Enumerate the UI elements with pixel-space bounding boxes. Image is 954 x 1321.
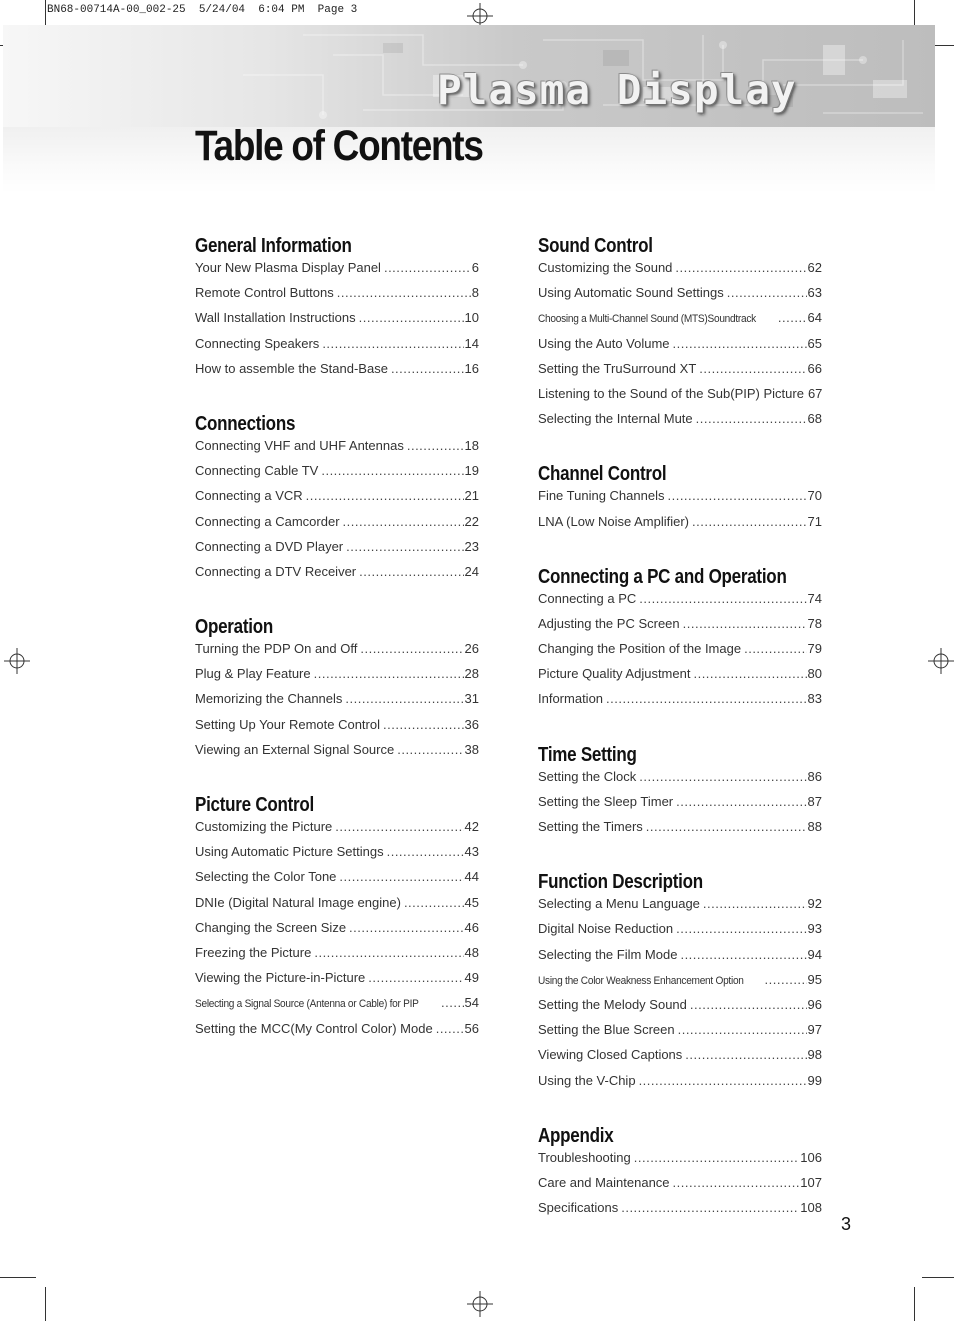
toc-entry-page: 64 — [807, 310, 822, 326]
dot-leader — [407, 438, 464, 453]
toc-entry-page: 62 — [807, 260, 822, 275]
toc-entry-title: Customizing the Picture — [195, 819, 333, 834]
toc-entry-title: Fine Tuning Channels — [538, 488, 665, 504]
dot-leader — [639, 591, 806, 606]
dot-leader — [314, 666, 464, 681]
toc-entry[interactable] — [195, 539, 479, 564]
dot-leader — [335, 819, 463, 834]
toc-entry-title: Setting the Timers — [538, 819, 643, 834]
dot-leader — [703, 896, 807, 911]
toc-entry-title: Setting the Blue Screen — [538, 1022, 675, 1038]
toc-entry-page: 46 — [464, 919, 479, 935]
toc-entry[interactable] — [538, 1150, 822, 1175]
section-heading: Connections — [195, 412, 296, 435]
toc-entry[interactable] — [538, 769, 822, 794]
toc-entry-title: Changing the Position of the Image — [538, 641, 742, 657]
toc-entry-page: 65 — [807, 335, 822, 351]
dot-leader — [322, 336, 463, 351]
toc-entry-title: Plug & Play Feature — [195, 666, 311, 682]
dot-leader — [383, 717, 464, 732]
toc-entry-page: 45 — [464, 894, 479, 910]
toc-entry-title: Using the Auto Volume — [538, 335, 670, 351]
toc-entry-page: 43 — [464, 844, 479, 860]
section-heading: Connecting a PC and Operation — [538, 565, 787, 588]
toc-entry[interactable] — [538, 691, 822, 716]
section-heading: Appendix — [538, 1124, 614, 1147]
toc-entry-page: 49 — [464, 970, 479, 986]
toc-entry-title: Setting the MCC(My Control Color) Mode — [195, 1020, 433, 1036]
page-number: 3 — [841, 1214, 852, 1234]
dot-leader — [360, 641, 463, 656]
toc-entry[interactable] — [538, 1200, 822, 1225]
toc-entry-title: Adjusting the PC Screen — [538, 615, 680, 631]
toc-entry-page: 79 — [807, 641, 822, 657]
section-heading: Time Setting — [538, 743, 637, 766]
toc-entry[interactable] — [538, 819, 822, 844]
toc-entry[interactable] — [195, 361, 479, 386]
toc-section — [195, 412, 479, 589]
dot-leader — [436, 1021, 464, 1036]
crop-mark — [922, 1277, 954, 1278]
toc-entry-title: Changing the Screen Size — [195, 919, 347, 935]
toc-left-column — [195, 234, 479, 1072]
toc-entry-page: 10 — [464, 310, 479, 326]
toc-entry-title: Connecting a PC — [538, 590, 637, 606]
dot-leader — [346, 539, 463, 554]
toc-entry-page: 80 — [807, 666, 822, 682]
toc-entry-page: 86 — [807, 768, 822, 784]
toc-entry-page: 98 — [807, 1047, 822, 1063]
toc-entry-title: Care and Maintenance — [538, 1174, 670, 1190]
dot-leader — [391, 361, 464, 376]
toc-entry[interactable] — [195, 742, 479, 767]
toc-entry-title: Connecting VHF and UHF Antennas — [195, 437, 404, 453]
dot-leader — [673, 336, 807, 351]
toc-entry-page: 26 — [464, 641, 479, 657]
toc-entry[interactable] — [195, 717, 479, 742]
toc-entry-page: 18 — [464, 437, 479, 453]
toc-entry[interactable] — [538, 641, 822, 666]
dot-leader — [387, 844, 464, 859]
toc-entry-title: Using Automatic Sound Settings — [538, 285, 724, 301]
toc-entry-page: 68 — [807, 411, 822, 427]
toc-entry[interactable] — [195, 844, 479, 869]
toc-entry[interactable] — [195, 1021, 479, 1046]
print-slug: BN68-00714A-00_002-25 5/24/04 6:04 PM Page 3 — [47, 4, 358, 16]
toc-section — [538, 870, 822, 1098]
dot-leader — [359, 310, 464, 325]
toc-section — [195, 615, 479, 767]
toc-entry[interactable] — [195, 819, 479, 844]
toc-entry-page: 107 — [800, 1174, 822, 1190]
toc-entry-title: Selecting a Signal Source (Antenna or Cable) for PIP — [195, 998, 419, 1011]
toc-entry[interactable] — [195, 641, 479, 666]
toc-entry[interactable] — [538, 921, 822, 946]
dot-leader — [339, 869, 463, 884]
dot-leader — [765, 972, 807, 987]
toc-entry-title: Selecting the Film Mode — [538, 946, 678, 962]
toc-entry-page: 88 — [807, 819, 822, 834]
toc-entry-title: Connecting a VCR — [195, 488, 303, 504]
toc-entry[interactable] — [538, 1175, 822, 1200]
toc-entry-title: Selecting a Menu Language — [538, 896, 700, 912]
toc-entry[interactable] — [538, 285, 822, 310]
section-heading: General Information — [195, 235, 352, 257]
toc-entry[interactable] — [538, 972, 822, 997]
toc-entry-page: 22 — [464, 513, 479, 529]
page-title: Table of Contents — [195, 122, 483, 170]
toc-entry-title: Selecting the Internal Mute — [538, 411, 693, 427]
crop-mark — [914, 1287, 915, 1321]
toc-entry-page: 23 — [464, 538, 479, 554]
toc-entry-page: 94 — [807, 946, 822, 962]
dot-leader — [699, 361, 806, 376]
toc-entry-page: 8 — [471, 285, 479, 301]
toc-entry-page: 95 — [807, 971, 822, 987]
dot-leader — [683, 616, 807, 631]
dot-leader — [306, 488, 464, 503]
toc-entry-title: Information — [538, 691, 604, 707]
toc-entry-title: Setting Up Your Remote Control — [195, 716, 380, 732]
toc-entry[interactable] — [538, 591, 822, 616]
brand-logo: Plasma Display — [437, 66, 797, 114]
toc-entry-title: Troubleshooting — [538, 1149, 631, 1165]
toc-entry-page: 42 — [464, 819, 479, 834]
toc-entry-title: LNA (Low Noise Amplifier) — [538, 513, 689, 529]
dot-leader — [337, 285, 471, 300]
toc-entry[interactable] — [538, 1073, 822, 1098]
dot-leader — [404, 895, 464, 910]
dot-leader — [349, 920, 463, 935]
toc-entry-title: Listening to the Sound of the Sub(PIP) Picture — [538, 385, 804, 401]
toc-entry-title: Setting the Sleep Timer — [538, 793, 674, 809]
dot-leader — [675, 260, 806, 275]
registration-mark-icon — [928, 648, 954, 674]
dot-leader — [676, 921, 806, 936]
dot-leader — [744, 641, 806, 656]
toc-entry-page: 14 — [464, 335, 479, 351]
toc-section — [195, 793, 479, 1046]
toc-entry-page: 71 — [807, 513, 822, 529]
toc-entry[interactable] — [538, 666, 822, 691]
crop-mark — [45, 0, 46, 28]
toc-entry-title: Customizing the Sound — [538, 260, 673, 275]
toc-entry[interactable] — [538, 411, 822, 436]
toc-entry-page: 19 — [464, 463, 479, 479]
toc-entry-page: 63 — [807, 285, 822, 301]
dot-leader — [397, 742, 463, 757]
toc-entry-page: 44 — [464, 869, 479, 885]
toc-section — [538, 565, 822, 717]
toc-entry-title: Picture Quality Adjustment — [538, 666, 691, 682]
toc-entry-title: Setting the Clock — [538, 768, 637, 784]
toc-entry-page: 28 — [464, 666, 479, 682]
dot-leader — [441, 995, 463, 1010]
toc-section — [538, 462, 822, 538]
crop-mark — [45, 1287, 46, 1321]
toc-entry-page: 78 — [807, 615, 822, 631]
dot-leader — [696, 411, 807, 426]
toc-entry[interactable] — [195, 463, 479, 488]
toc-entry-title: How to assemble the Stand-Base — [195, 360, 388, 376]
toc-entry[interactable] — [538, 896, 822, 921]
toc-entry-title: Memorizing the Channels — [195, 691, 343, 707]
toc-entry[interactable] — [538, 488, 822, 513]
toc-entry-page: 38 — [464, 741, 479, 757]
toc-entry-page: 92 — [807, 896, 822, 912]
toc-entry-page: 96 — [807, 996, 822, 1012]
toc-entry[interactable] — [195, 945, 479, 970]
dot-leader — [727, 285, 807, 300]
dot-leader — [646, 819, 807, 834]
toc-entry-title: Wall Installation Instructions — [195, 310, 356, 326]
toc-entry[interactable] — [195, 895, 479, 920]
toc-entry[interactable] — [538, 997, 822, 1022]
toc-section — [538, 743, 822, 845]
dot-leader — [690, 997, 807, 1012]
dot-leader — [678, 1022, 807, 1037]
toc-entry-page: 31 — [464, 691, 479, 707]
toc-entry-title: Using the V-Chip — [538, 1072, 636, 1088]
toc-entry-page: 93 — [807, 921, 822, 937]
toc-entry[interactable] — [195, 514, 479, 539]
toc-entry[interactable] — [195, 260, 479, 285]
toc-entry-title: Specifications — [538, 1200, 619, 1216]
toc-entry[interactable] — [195, 920, 479, 945]
toc-entry-page: 108 — [800, 1200, 822, 1216]
toc-entry-page: 48 — [464, 944, 479, 960]
toc-entry-page: 54 — [464, 995, 479, 1011]
toc-entry-page: 74 — [807, 590, 822, 606]
toc-entry-title: Using Automatic Picture Settings — [195, 844, 384, 860]
toc-entry[interactable] — [195, 336, 479, 361]
toc-entry-page: 83 — [807, 691, 822, 707]
dot-leader — [606, 691, 806, 706]
toc-entry-page: 87 — [807, 793, 822, 809]
toc-entry[interactable] — [538, 1022, 822, 1047]
toc-entry[interactable] — [538, 794, 822, 819]
toc-entry-title: Connecting a DVD Player — [195, 538, 344, 554]
toc-entry-title: Connecting Speakers — [195, 335, 320, 351]
dot-leader — [693, 666, 806, 681]
toc-entry[interactable] — [195, 869, 479, 894]
toc-entry-page: 24 — [464, 563, 479, 579]
crop-mark — [0, 1277, 36, 1278]
toc-entry-page: 67 — [807, 385, 823, 401]
toc-entry[interactable] — [195, 438, 479, 463]
toc-entry-page: 66 — [807, 360, 822, 376]
toc-entry[interactable] — [195, 666, 479, 691]
dot-leader — [778, 310, 807, 325]
dot-leader — [639, 1073, 807, 1088]
toc-entry[interactable] — [538, 1047, 822, 1072]
toc-entry-title: Viewing an External Signal Source — [195, 741, 395, 757]
toc-entry[interactable] — [538, 310, 822, 335]
toc-entry-title: Connecting a Camcorder — [195, 513, 340, 529]
toc-entry-title: Setting the Melody Sound — [538, 996, 687, 1012]
dot-leader — [680, 947, 806, 962]
dot-leader — [685, 1047, 806, 1062]
toc-entry[interactable] — [195, 995, 479, 1020]
registration-mark-icon — [4, 648, 30, 674]
dot-leader — [314, 945, 463, 960]
toc-entry[interactable] — [538, 260, 822, 285]
toc-entry-title: Connecting Cable TV — [195, 463, 319, 479]
dot-leader — [667, 488, 806, 503]
toc-entry-page: 97 — [807, 1022, 822, 1038]
dot-leader — [384, 260, 471, 275]
toc-section — [195, 234, 479, 386]
toc-entry-title: Viewing the Picture-in-Picture — [195, 970, 366, 986]
dot-leader — [321, 463, 463, 478]
crop-mark — [914, 0, 915, 28]
dot-leader — [621, 1200, 799, 1215]
dot-leader — [359, 564, 463, 579]
toc-entry-title: Remote Control Buttons — [195, 285, 334, 301]
toc-right-column — [538, 234, 822, 1251]
dot-leader — [673, 1175, 800, 1190]
toc-entry[interactable] — [195, 691, 479, 716]
toc-entry-page: 70 — [807, 488, 822, 504]
dot-leader — [692, 514, 807, 529]
toc-entry-title: Digital Noise Reduction — [538, 921, 674, 937]
registration-mark-icon — [467, 1291, 493, 1317]
toc-entry[interactable] — [538, 336, 822, 361]
toc-entry-page: 36 — [464, 716, 479, 732]
toc-entry-page: 6 — [471, 260, 479, 275]
toc-entry-title: Selecting the Color Tone — [195, 869, 337, 885]
dot-leader — [676, 794, 806, 809]
dot-leader — [345, 691, 463, 706]
toc-entry[interactable] — [195, 310, 479, 335]
toc-entry[interactable] — [538, 947, 822, 972]
toc-entry-title: Using the Color Weakness Enhancement Option — [538, 974, 744, 987]
toc-entry-page: 106 — [800, 1149, 822, 1165]
toc-entry[interactable] — [538, 386, 822, 411]
toc-entry-title: DNIe (Digital Natural Image engine) — [195, 894, 401, 910]
section-heading: Operation — [195, 616, 274, 639]
toc-entry[interactable] — [195, 285, 479, 310]
toc-entry-title: Viewing Closed Captions — [538, 1047, 683, 1063]
toc-entry-page: 99 — [807, 1072, 822, 1088]
toc-entry-title: Turning the PDP On and Off — [195, 641, 358, 657]
toc-entry-title: Setting the TruSurround XT — [538, 360, 697, 376]
toc-entry-page: 56 — [464, 1020, 479, 1036]
toc-entry[interactable] — [538, 514, 822, 539]
toc-section — [538, 234, 822, 436]
section-heading: Channel Control — [538, 463, 667, 486]
toc-entry[interactable] — [538, 616, 822, 641]
toc-entry-title: Freezing the Picture — [195, 944, 312, 960]
dot-leader — [343, 514, 464, 529]
toc-entry-title: Connecting a DTV Receiver — [195, 563, 357, 579]
toc-entry[interactable] — [195, 488, 479, 513]
section-heading: Function Description — [538, 871, 703, 894]
dot-leader — [634, 1150, 800, 1165]
toc-section — [538, 1124, 822, 1226]
toc-entry-page: 21 — [464, 488, 479, 504]
dot-leader — [639, 769, 806, 784]
dot-leader — [368, 970, 463, 985]
section-heading: Sound Control — [538, 235, 653, 257]
toc-entry[interactable] — [195, 564, 479, 589]
section-heading: Picture Control — [195, 794, 314, 816]
toc-entry-title: Your New Plasma Display Panel — [195, 260, 381, 275]
toc-entry-title: Choosing a Multi-Channel Sound (MTS)Soundtrack — [538, 313, 756, 326]
toc-entry[interactable] — [195, 970, 479, 995]
toc-entry-page: 16 — [464, 360, 479, 376]
toc-entry[interactable] — [538, 361, 822, 386]
